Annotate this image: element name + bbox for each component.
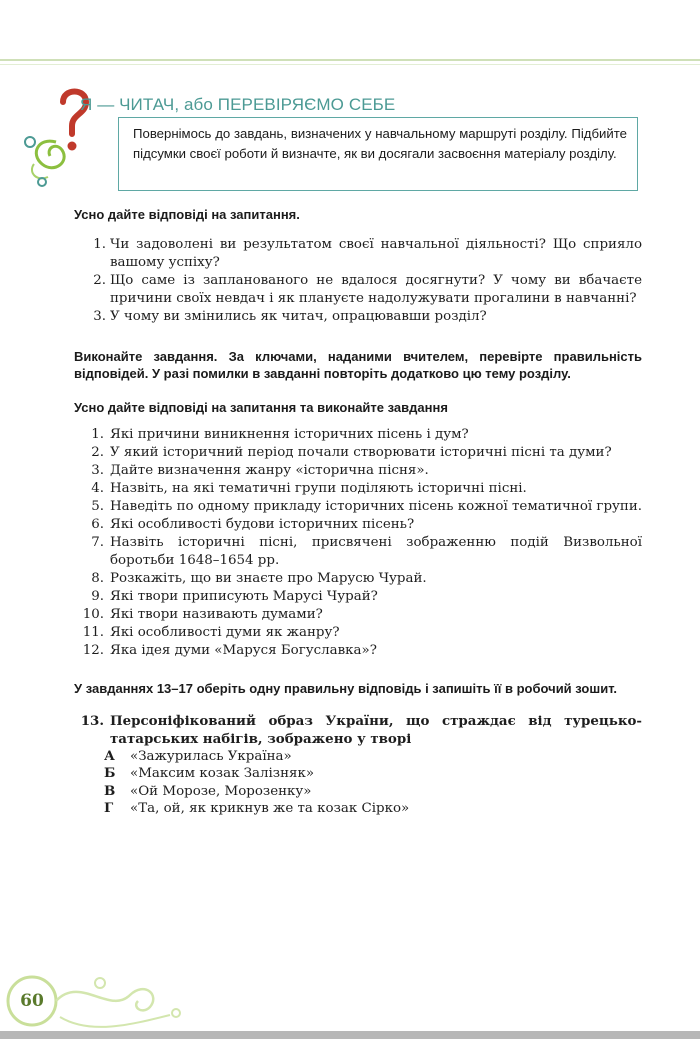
item-text: Які особливості будови історичних пісень? [110,517,415,532]
item-text: Дайте визначення жанру «історична пісня». [110,463,429,478]
item-text: Які особливості думи як жанру? [110,625,340,640]
section3-heading: Усно дайте відповіді на запитання та виконайте завдання [74,399,448,415]
item-number: 5. [91,499,104,514]
item-text: Яка ідея думи «Маруся Богуславка»? [110,643,377,658]
item-number: 11. [82,625,104,640]
option-text: «Зажурилась Україна» [130,748,292,764]
item-text: Чи задоволені ви результатом своєї навчальної діяльності? Що сприяло вашому успіху? [110,236,642,270]
item-text: Які твори називають думами? [110,607,323,622]
item-text: Назвіть історичні пісні, присвячені зображенню подій Визвольної боротьби 1648–1654 рр. [110,535,642,568]
option-text: «Та, ой, як крикнув же та козак Сірко» [130,801,410,816]
section4-heading: У завданнях 13–17 оберіть одну правильну відповідь і запишіть її в робочий зошит. [74,681,618,696]
section3-questions [74,426,642,660]
section1-heading: Усно дайте відповіді на запитання. [74,207,300,222]
item-number: 3. [93,308,106,324]
item-number: 6. [91,517,104,532]
page-content [74,206,642,818]
item-text: Персоніфікований образ України, що страждає від турецько-татарських набігів, зображено у творі [110,712,642,747]
item-text: У який історичний період почали створювати історичні пісні та думи? [110,445,612,460]
option-text: «Ой Морозе, Морозенку» [130,783,312,799]
item-number: 13. [80,712,104,729]
item-number: 2. [93,272,106,288]
answer-option [74,800,642,818]
option-letter: А [104,747,115,764]
answer-option [74,748,642,766]
list-item [74,480,642,498]
list-item [74,588,642,606]
item-number: 10. [82,607,104,622]
item-number: 12. [82,643,104,658]
item-text: Розкажіть, що ви знаєте про Марусю Чурай. [110,571,427,586]
list-item [74,426,642,444]
top-rule [0,59,700,61]
option-letter: Г [104,800,114,816]
section4-question [74,712,642,748]
list-item [74,712,642,748]
answer-option [74,783,642,801]
list-item [74,642,642,660]
list-item [74,534,642,570]
list-item [74,272,642,308]
list-item [74,444,642,462]
item-text: Які твори приписують Марусі Чурай? [110,589,378,604]
answer-option [74,765,642,783]
item-text: Що саме із запланованого не вдалося досягнути? У чому ви вбачаєте причини своїх невдач і як плануєте надолужувати прогалини в навчанні? [110,272,642,306]
item-number: 3. [91,463,104,478]
item-text: Які причини виникнення історичних пісень і дум? [110,427,469,442]
list-item [74,516,642,534]
item-number: 4. [91,481,104,496]
option-text: «Максим козак Залізняк» [130,766,315,781]
option-letter: В [104,782,116,799]
list-item [74,462,642,480]
item-text: У чому ви змінились як читач, опрацювавши розділ? [110,308,487,324]
item-number: 1. [93,236,106,252]
bottom-bar [0,1031,700,1039]
list-item [74,498,642,516]
page-number: 60 [20,991,44,1011]
section-title: Я — ЧИТАЧ, або ПЕРЕВІРЯЄМО СЕБЕ [80,95,396,114]
list-item [74,570,642,588]
list-item [74,606,642,624]
item-number: 7. [91,535,104,550]
item-text: Назвіть, на які тематичні групи поділяють історичні пісні. [110,481,527,496]
list-item [74,624,642,642]
answer-options [74,748,642,818]
item-number: 8. [91,571,104,586]
section1-questions [74,236,642,326]
item-number: 2. [91,445,104,460]
list-item [74,308,642,326]
item-number: 1. [91,427,104,442]
item-number: 9. [91,589,104,604]
list-item [74,236,642,272]
section2-heading: Виконайте завдання. За ключами, наданими вчителем, перевірте правильність відповідей. У разі помилки в завданні повторіть додатково цю тему розділу. [74,348,642,381]
item-text: Наведіть по одному прикладу історичних пісень кожної тематичної групи. [110,499,643,514]
option-letter: Б [104,765,116,781]
top-rule-thin [0,64,700,65]
intro-box: Повернімось до завдань, визначених у навчальному маршруті розділу. Підбийте підсумки своєї роботи й визначте, як ви досягали засвоєння матеріалу розділу. [118,117,638,191]
